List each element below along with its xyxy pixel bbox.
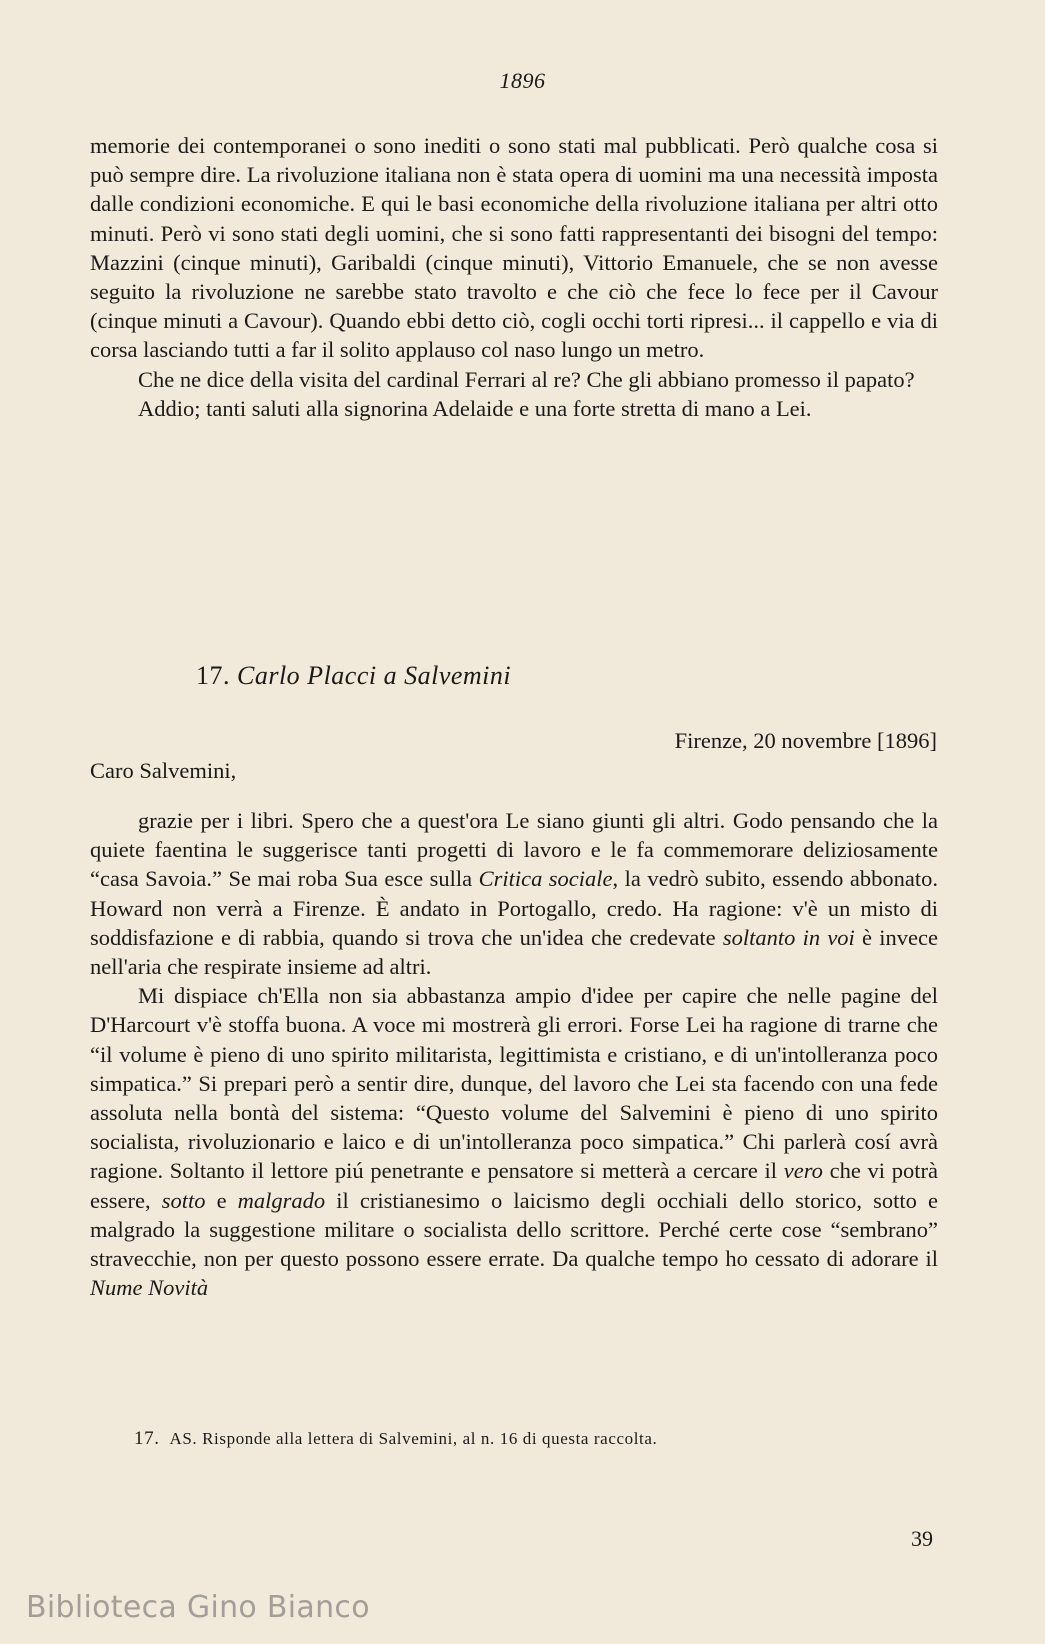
italic-run: soltanto in voi — [722, 924, 855, 950]
salutation: Caro Salvemini, — [90, 758, 237, 783]
paragraph — [90, 806, 938, 981]
running-head: 1896 — [499, 68, 546, 93]
footnote — [134, 1428, 657, 1450]
paragraph — [90, 981, 938, 1302]
section-title: Carlo Placci a Salvemini — [237, 661, 512, 690]
italic-run: Nume Novità — [90, 1275, 209, 1301]
text-run: grazie per i libri. Spero che a quest'ora Le siano giunti gli altri. Godo pensando che la quiete faentina le suggerisce tanti progetti di lavoro e le fa commemorare deliziosamente “casa Savoia.” Se mai roba Sua esce sulla — [90, 808, 938, 892]
paragraph: Addio; tanti saluti alla signorina Adelaide e una forte stretta di mano a Lei. — [138, 395, 812, 421]
italic-run: vero — [783, 1158, 823, 1184]
paragraph: Che ne dice della visita del cardinal Ferrari al re? Che gli abbiano promesso il papato? — [138, 366, 915, 392]
text-run: è invece nell'aria che respirate insieme ad altri. — [90, 924, 938, 980]
text-run: , la vedrò subito, essendo abbonato. Howard non verrà a Firenze. È andato in Portogallo, credo. Ha ragione: v'è un misto di soddisfazione e di rabbia, quando si trova che un'idea che credevate — [90, 866, 938, 950]
section-heading — [196, 661, 511, 691]
text-run: che vi potrà essere, — [90, 1158, 938, 1213]
watermark: Biblioteca Gino Bianco — [26, 1590, 370, 1625]
italic-run: Critica sociale — [478, 866, 613, 892]
dateline: Firenze, 20 novembre [1896] — [674, 728, 937, 753]
text-run: Mi dispiace ch'Ella non sia abbastanza ampio d'idee per capire che nelle pagine del D'Harcourt v'è stoffa buona. A voce mi mostrerà gli errori. Forse Lei ha ragione di trarne che “il volume è pieno di uno spirito militarista, legittimista e cristiano, e di un'intolleranza poco simpatica.” Si prepari però a sentir dire, dunque, del lavoro che Lei sta facendo con una fede assoluta nella bontà del sistema: “Questo volume del Salvemini è pieno di uno spirito socialista, rivoluzionario e laico e di un'intolleranza poco simpatica.” Chi parlerà cosí avrà ragione. Soltanto il lettore piú penetrante e pensatore si metterà a cercare il — [90, 983, 938, 1184]
text-run: e — [205, 1187, 238, 1213]
italic-run: malgrado — [237, 1187, 326, 1213]
page-number: 39 — [911, 1526, 933, 1551]
text-run: il cristianesimo o laicismo degli occhiali dello storico, sotto e malgrado la suggestione militare o socialista dello scrittore. Perché certe cose “sembrano” stravecchie, non per questo possono essere errate. Da qualche tempo ho cessato di adorare il — [90, 1187, 938, 1272]
section-number: 17. — [196, 661, 230, 690]
italic-run: sotto — [161, 1187, 206, 1213]
previous-letter-ending — [90, 131, 938, 423]
footnote-text: AS. Risponde alla lettera di Salvemini, al n. 16 di questa raccolta. — [169, 1429, 658, 1448]
footnote-number: 17. — [134, 1428, 160, 1449]
letter-body — [90, 806, 938, 1302]
paragraph: memorie dei contemporanei o sono inediti o sono stati mal pubblicati. Però qualche cosa si può sempre dire. La rivoluzione italiana non è stata opera di uomini ma una necessità imposta dalle condizioni economiche. E qui le basi economiche della rivoluzione italiana per altri otto minuti. Però vi sono stati degli uomini, che si sono fatti rappresentanti dei bisogni del tempo: Mazzini (cinque minuti), Garibaldi (cinque minuti), Vittorio Emanuele, che se non avesse seguito la rivoluzione ne sarebbe stato travolto e che ciò che fece lo fece per il Cavour (cinque minuti a Cavour). Quando ebbi detto ciò, cogli occhi torti ripresi... il cappello e via di corsa lasciando tutti a far il solito applauso col naso lungo un metro. — [90, 133, 938, 363]
